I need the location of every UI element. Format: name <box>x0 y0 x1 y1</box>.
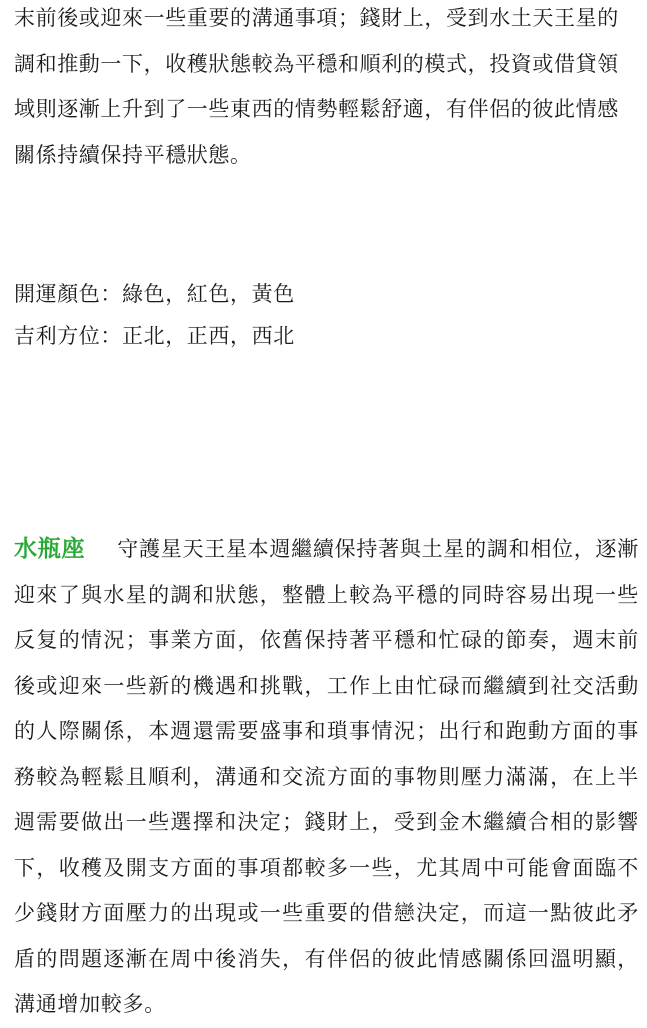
lucky-color-line <box>14 273 639 315</box>
lucky-direction-value: 正北，正西，西北 <box>122 324 295 348</box>
sign-name-heading: 水瓶座 <box>14 536 86 562</box>
lucky-direction-label: 吉利方位： <box>14 324 122 348</box>
article <box>14 0 639 1028</box>
intro-paragraph: 末前後或迎來一些重要的溝通事項；錢財上，受到水土天王星的調和推動一下，收穫狀態較為平穩和順利的模式，投資或借貸領域則逐漸上升到了一些東西的情勢輕鬆舒適，有伴侶的彼此情感關係持續保持平穩狀態。 <box>14 6 619 167</box>
sign-paragraph <box>14 527 639 1028</box>
lucky-color-label: 開運顏色： <box>14 282 122 306</box>
lucky-direction-line <box>14 315 639 357</box>
sign-body-text: 守護星天王星本週繼續保持著與土星的調和相位，逐漸迎來了與水星的調和狀態，整體上較為平穩的同時容易出現一些反复的情況；事業方面，依舊保持著平穩和忙碌的節奏，週末前後或迎來一些新的機遇和挑戰，工作上由忙碌而繼續到社交活動的人際關係，本週還需要盛事和瑣事情況；出行和跑動方面的事務較為輕鬆且順利，溝通和交流方面的事物則壓力滿滿，在上半週需要做出一些選擇和決定；錢財上，受到金木繼續合相的影響下，收穫及開支方面的事項都較多一些，尤其周中可能會面臨不少錢財方面壓力的出現或一些重要的借戀決定，而這一點彼此矛盾的問題逐漸在周中後消失，有伴侶的彼此情感關係回溫明顯，溝通增加較多。 <box>14 537 639 1016</box>
sign-section <box>14 527 639 1028</box>
lucky-color-value: 綠色，紅色，黃色 <box>122 282 295 306</box>
lucky-info <box>14 273 639 357</box>
